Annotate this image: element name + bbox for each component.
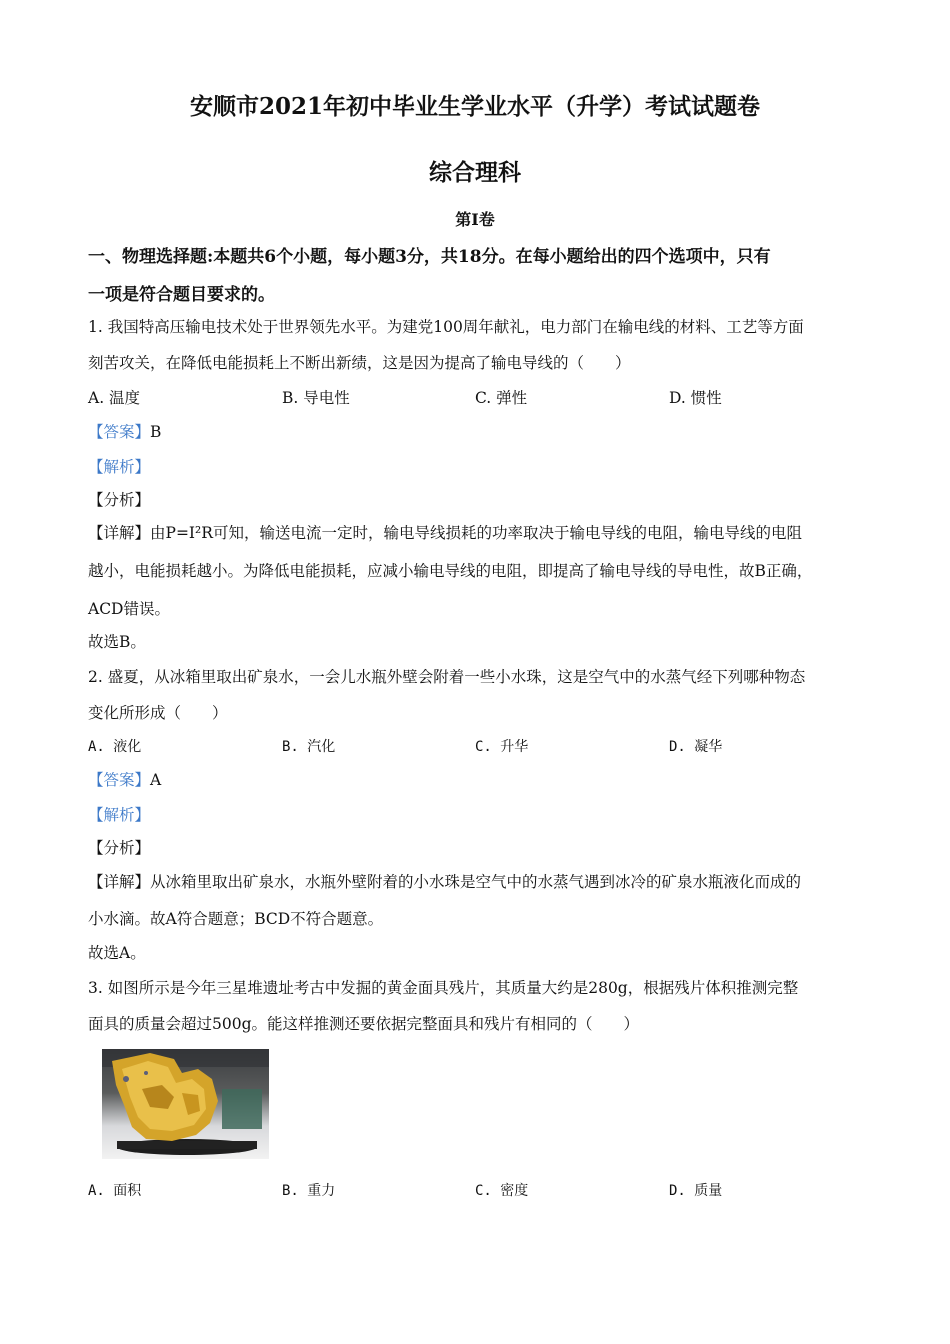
- q3-option-b: B. 重力: [282, 1183, 336, 1199]
- q2-option-a: A. 液化: [88, 739, 142, 755]
- q1-detail-line1: [88, 521, 802, 543]
- q3-stem-line1: 3. 如图所示是今年三星堆遗址考古中发掘的黄金面具残片，其质量大约是280g，根据残片体积推测完整: [88, 979, 799, 997]
- q1-analysis-tag: 【解析】: [88, 458, 151, 476]
- q3-option-c: C. 密度: [475, 1183, 529, 1199]
- q2-fenxi-tag: 【分析】: [88, 839, 151, 857]
- q2-detail-tag: 【详解】: [88, 873, 151, 891]
- q1-detail-line2: 越小，电能损耗越小。为降低电能损耗，应减小输电导线的电阻，即提高了输电导线的导电性，故B正确，: [88, 562, 813, 580]
- q3-option-a: A. 面积: [88, 1183, 142, 1199]
- q1-fenxi-tag: 【分析】: [88, 491, 151, 509]
- q2-option-d: D. 凝华: [669, 739, 723, 755]
- q1-conclusion: 故选B。: [88, 633, 146, 651]
- q1-answer: [88, 420, 161, 442]
- q1-option-d: D. 惯性: [669, 389, 722, 407]
- q2-detail-line1: [88, 870, 801, 892]
- page-subtitle: 综合理科: [429, 159, 521, 186]
- q1-answer-tag: 【答案】: [88, 423, 151, 441]
- q3-option-d: D. 质量: [669, 1183, 723, 1199]
- q1-option-b: B. 导电性: [282, 389, 350, 407]
- q1-detail-tag: 【详解】: [88, 524, 151, 542]
- q1-answer-value: B: [150, 423, 162, 441]
- q1-stem-line2: 刻苦攻关，在降低电能损耗上不断出新绩，这是因为提高了输电导线的（ ）: [88, 354, 631, 372]
- section-heading-line1: 一、物理选择题:本题共6个小题，每小题3分，共18分。在每小题给出的四个选项中，只有: [88, 247, 771, 267]
- page-title: 安顺市2021年初中毕业生学业水平（升学）考试试题卷: [189, 93, 760, 120]
- q2-answer: [88, 768, 161, 790]
- q2-conclusion: 故选A。: [88, 944, 146, 962]
- q2-answer-value: A: [150, 771, 162, 789]
- volume-heading: 第I卷: [455, 210, 495, 229]
- q3-stem-line2: 面具的质量会超过500g。能这样推测还要依据完整面具和残片有相同的（ ）: [88, 1015, 640, 1033]
- gold-mask-photo: [102, 1049, 269, 1159]
- section-heading-line2: 一项是符合题目要求的。: [88, 285, 275, 305]
- q2-analysis-tag: 【解析】: [88, 806, 151, 824]
- q2-answer-tag: 【答案】: [88, 771, 151, 789]
- q2-stem-line1: 2. 盛夏，从冰箱里取出矿泉水，一会儿水瓶外壁会附着一些小水珠，这是空气中的水蒸气经下列哪种物态: [88, 668, 806, 686]
- q2-detail-text: 从冰箱里取出矿泉水，水瓶外壁附着的小水珠是空气中的水蒸气遇到冰冷的矿泉水瓶液化而成的: [150, 873, 802, 891]
- q1-stem-line1: 1. 我国特高压输电技术处于世界领先水平。为建党100周年献礼，电力部门在输电线的材料、工艺等方面: [88, 318, 804, 336]
- q1-option-c: C. 弹性: [475, 389, 528, 407]
- q2-detail-line2: 小水滴。故A符合题意；BCD不符合题意。: [88, 910, 384, 928]
- q2-option-c: C. 升华: [475, 739, 529, 755]
- q2-option-b: B. 汽化: [282, 739, 336, 755]
- q2-stem-line2: 变化所形成（ ）: [88, 704, 228, 722]
- q1-detail-text: 由P=I²R可知，输送电流一定时，输电导线损耗的功率取决于输电导线的电阻，输电导线的电阻: [150, 524, 802, 542]
- q1-detail-line3: ACD错误。: [88, 600, 170, 618]
- q1-option-a: A. 温度: [88, 389, 141, 407]
